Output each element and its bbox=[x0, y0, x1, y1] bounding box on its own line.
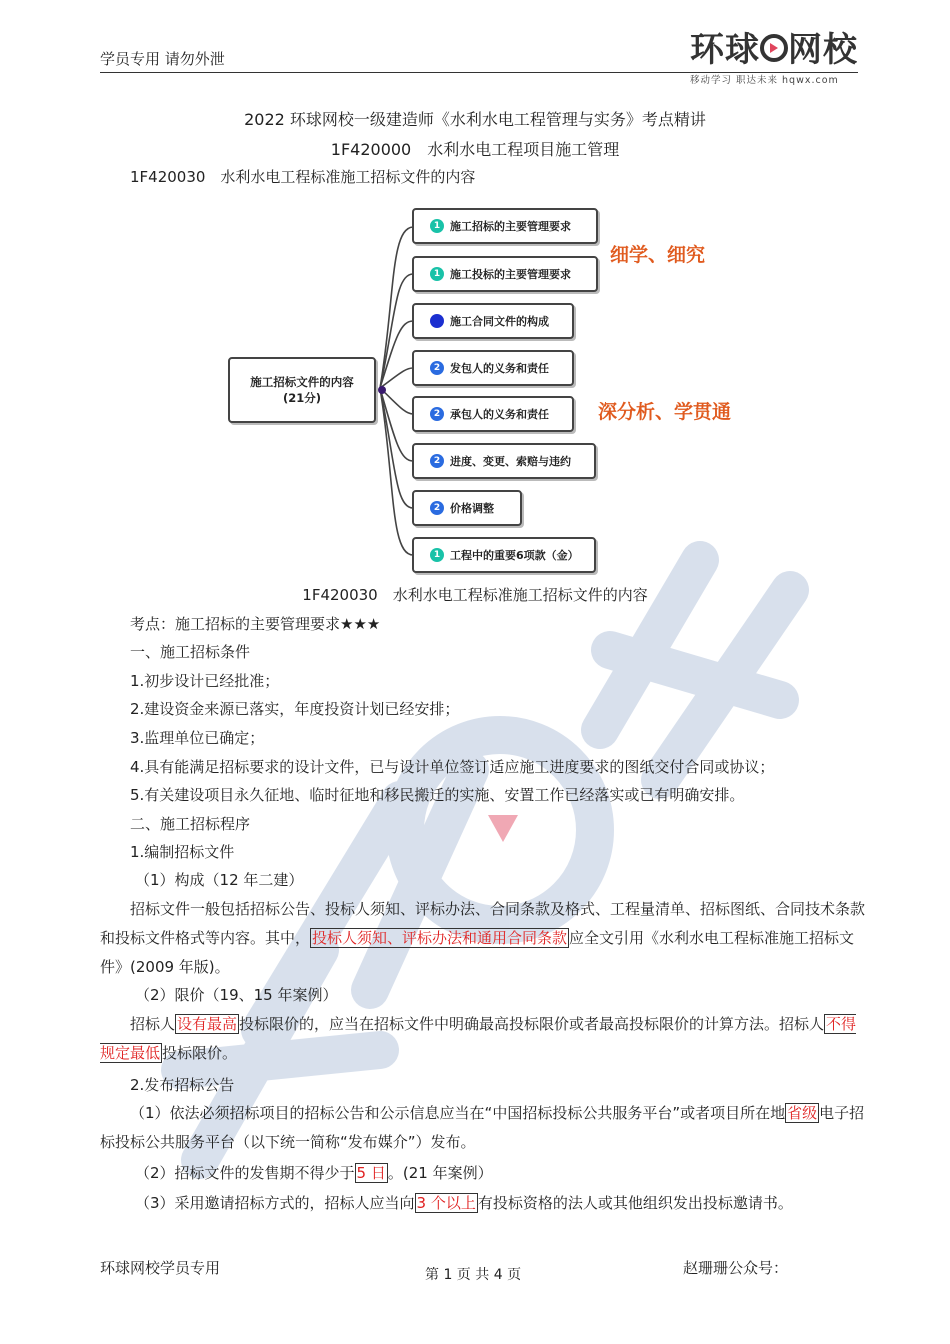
mindmap-branch-7: 2 价格调整 bbox=[412, 490, 522, 526]
mindmap-caption: 1F420030 水利水电工程标准施工招标文件的内容 bbox=[302, 586, 648, 604]
badge-1: 1 bbox=[430, 219, 444, 233]
mindmap-branch-5: 2 承包人的义务和责任 bbox=[412, 396, 574, 432]
step-1b: （2）限价（19、15 年案例） bbox=[135, 986, 338, 1004]
highlight-5-days: 5 日 bbox=[356, 1164, 386, 1182]
step-1: 1.编制招标文件 bbox=[130, 843, 235, 861]
badge-1: 1 bbox=[430, 267, 444, 281]
highlight-quoted-docs: 投标人须知、评标办法和通用合同条款 bbox=[312, 929, 568, 947]
paragraph-sale-period: （2）招标文件的发售期不得少于 5 日 。(21 年案例） bbox=[135, 1164, 493, 1182]
badge-2: 2 bbox=[430, 501, 444, 515]
condition-2: 2.建设资金来源已落实，年度投资计划已经安排； bbox=[130, 700, 460, 718]
mindmap-branch-1: 1 施工招标的主要管理要求 bbox=[412, 208, 598, 244]
condition-3: 3.监理单位已确定； bbox=[130, 729, 265, 747]
highlight-provincial: 省级 bbox=[787, 1104, 818, 1122]
paragraph-publish: （1）依法必须招标项目的招标公告和公示信息应当在“中国招标投标公共服务平台”或者项目所在地 省级 电子招标投标公共服务平台（以下统一简称“发布媒介”）发布。 bbox=[100, 1104, 865, 1151]
condition-4: 4.具有能满足招标要求的设计文件，已与设计单位签订适应施工进度要求的图纸交付合同或协议； bbox=[130, 758, 775, 776]
highlight-max-limit: 设有最高 bbox=[177, 1015, 238, 1033]
paragraph-composition: 招标文件一般包括招标公告、投标人须知、评标办法、合同条款及格式、工程量清单、招标图纸、合同技术条款和投标文件格式等内容。其中， 投标人须知、评标办法和通用合同条款 应全文引用《水利水电工程标准施工招标文件》(2009 年版)。 bbox=[100, 900, 866, 976]
condition-1: 1.初步设计已经批准； bbox=[130, 672, 280, 690]
mindmap-branch-4: 2 发包人的义务和责任 bbox=[412, 350, 574, 386]
kaodian: 考点：施工招标的主要管理要求★★★ bbox=[130, 615, 381, 633]
condition-5: 5.有关建设项目永久征地、临时征地和移民搬迁的实施、安置工作已经落实或已有明确安排。 bbox=[130, 786, 745, 804]
badge-2: 2 bbox=[430, 361, 444, 375]
paragraph-invitation: （3）采用邀请招标方式的，招标人应当向 3 个以上 有投标资格的法人或其他组织发出投标邀请书。 bbox=[135, 1194, 793, 1212]
highlight-no-min: 不得规定最低 bbox=[100, 1015, 857, 1062]
badge-2: 2 bbox=[430, 454, 444, 468]
footer-right: 赵珊珊公众号： bbox=[683, 1259, 789, 1277]
step-1a: （1）构成（12 年二建） bbox=[135, 871, 304, 889]
badge-dot bbox=[430, 314, 444, 328]
logo-tagline: 移动学习 职达未来 hqwx.com bbox=[690, 75, 839, 86]
step-2: 2.发布招标公告 bbox=[130, 1076, 235, 1094]
doc-title: 2022 环球网校一级建造师《水利水电工程管理与实务》考点精讲 bbox=[244, 110, 706, 129]
heading-2: 二、施工招标程序 bbox=[130, 815, 251, 833]
section-heading: 1F420030 水利水电工程标准施工招标文件的内容 bbox=[130, 168, 476, 186]
mindmap-branch-3: 施工合同文件的构成 bbox=[412, 303, 574, 339]
header-confidential: 学员专用 请勿外泄 bbox=[100, 50, 225, 68]
highlight-3-plus: 3 个以上 bbox=[416, 1194, 476, 1212]
mindmap-branch-6: 2 进度、变更、索赔与违约 bbox=[412, 443, 596, 479]
heading-1: 一、施工招标条件 bbox=[130, 643, 251, 661]
note-study-detail: 细学、细究 bbox=[610, 244, 706, 266]
footer-left: 环球网校学员专用 bbox=[100, 1259, 221, 1277]
mindmap-branch-8: 1 工程中的重要6项款（金） bbox=[412, 537, 596, 573]
page-number: 第 1 页 共 4 页 bbox=[425, 1267, 522, 1283]
doc-subtitle: 1F420000 水利水电工程项目施工管理 bbox=[330, 140, 620, 159]
badge-1: 1 bbox=[430, 548, 444, 562]
play-icon bbox=[760, 34, 788, 62]
brand-logo: 环球 网校 移动学习 职达未来 hqwx.com bbox=[690, 30, 862, 86]
badge-2: 2 bbox=[430, 407, 444, 421]
note-deep-analysis: 深分析、学贯通 bbox=[598, 401, 732, 423]
mindmap-root: 施工招标文件的内容 (21分) bbox=[228, 357, 376, 423]
mindmap-branch-2: 1 施工投标的主要管理要求 bbox=[412, 256, 598, 292]
paragraph-price-limit: 招标人 设有最高 投标限价的，应当在招标文件中明确最高投标限价或者最高投标限价的计算方法。招标人 不得规定最低 投标限价。 bbox=[100, 1015, 857, 1062]
